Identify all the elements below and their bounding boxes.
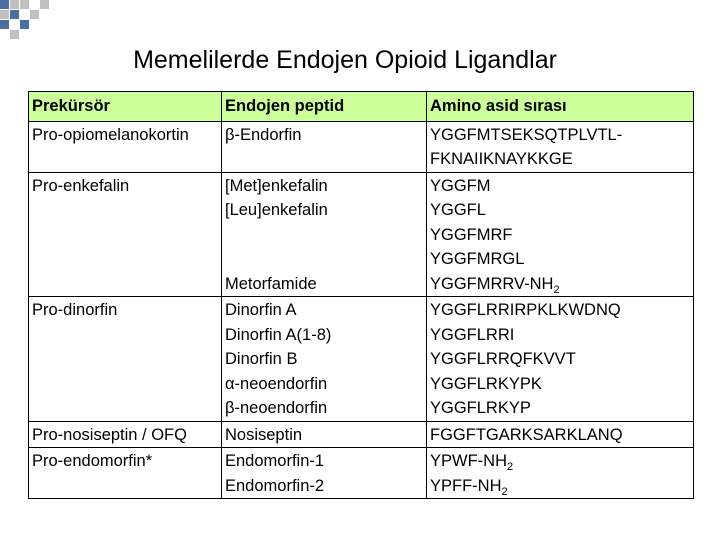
page-title: Memelilerde Endojen Opioid Ligandlar [133, 46, 557, 74]
peptide-name: [Leu]enkefalin [225, 201, 328, 219]
peptide-name: Dinorfin B [225, 350, 298, 368]
peptide-cell [222, 121, 427, 172]
peptide-cell [222, 297, 427, 422]
peptide-cell [222, 448, 427, 499]
peptide-name: Nosiseptin [225, 425, 303, 444]
table-header-row [29, 92, 694, 122]
corner-decoration [0, 0, 60, 40]
sequence-cell [427, 121, 694, 172]
sequence-cell [427, 421, 694, 448]
opioid-ligand-table [28, 91, 694, 499]
sequence-text: YGGFLRRIRPKLKWDNQ [430, 301, 621, 319]
sequence-cell [427, 448, 694, 499]
table-row [29, 121, 694, 172]
subscript: 2 [553, 283, 560, 296]
sequence-main: YPFF-NH [430, 476, 502, 495]
sequence-text: YGGFLRKYP [430, 399, 531, 417]
sequence-main: YPWF-NH [430, 452, 507, 470]
sequence-text [430, 474, 690, 499]
sequence-text: FKNAIIKNAYKKGE [430, 150, 573, 168]
peptide-name: β-Endorfin [225, 125, 302, 144]
sequence-text: YGGFMTSEKSQTPLVTL- [430, 125, 623, 144]
peptide-cell [222, 421, 427, 448]
peptide-name: Dinorfin A [225, 301, 297, 319]
sequence-text: YGGFM [430, 176, 491, 195]
precursor-cell: Pro-enkefalin [29, 172, 222, 297]
subscript: 2 [501, 485, 508, 498]
precursor-cell: Pro-endomorfin* [29, 448, 222, 499]
table-row [29, 297, 694, 422]
subscript: 2 [507, 461, 514, 473]
sequence-text [430, 272, 690, 297]
peptide-name: Endomorfin-2 [225, 476, 325, 495]
peptide-name: α-neoendorfin [225, 374, 328, 393]
peptide-cell [222, 172, 427, 297]
peptide-name: Dinorfin A(1-8) [225, 325, 332, 344]
precursor-cell: Pro-dinorfin [29, 297, 222, 422]
sequence-cell [427, 297, 694, 422]
sequence-text: YGGFLRRQFKVVT [430, 350, 576, 368]
sequence-text: YGGFL [430, 201, 486, 219]
table-row [29, 172, 694, 297]
header-peptide: Endojen peptid [222, 92, 427, 122]
table-row [29, 448, 694, 499]
sequence-text: YGGFLRRI [430, 325, 515, 344]
table-row [29, 421, 694, 448]
sequence-text: YGGFLRKYPK [430, 374, 542, 393]
precursor-cell: Pro-nosiseptin / OFQ [29, 421, 222, 448]
peptide-name: Endomorfin-1 [225, 452, 325, 470]
peptide-name: [Met]enkefalin [225, 176, 328, 195]
sequence-text: FGGFTGARKSARKLANQ [430, 425, 623, 444]
precursor-cell: Pro-opiomelanokortin [29, 121, 222, 172]
header-precursor: Prekürsör [29, 92, 222, 122]
sequence-text: YGGFMRF [430, 225, 513, 244]
peptide-name: β-neoendorfin [225, 399, 328, 417]
peptide-name: Metorfamide [225, 274, 317, 293]
header-sequence: Amino asid sırası [427, 92, 694, 122]
sequence-text [430, 449, 690, 474]
sequence-text: YGGFMRGL [430, 250, 525, 268]
sequence-cell [427, 172, 694, 297]
sequence-main: YGGFMRRV-NH [430, 274, 554, 293]
